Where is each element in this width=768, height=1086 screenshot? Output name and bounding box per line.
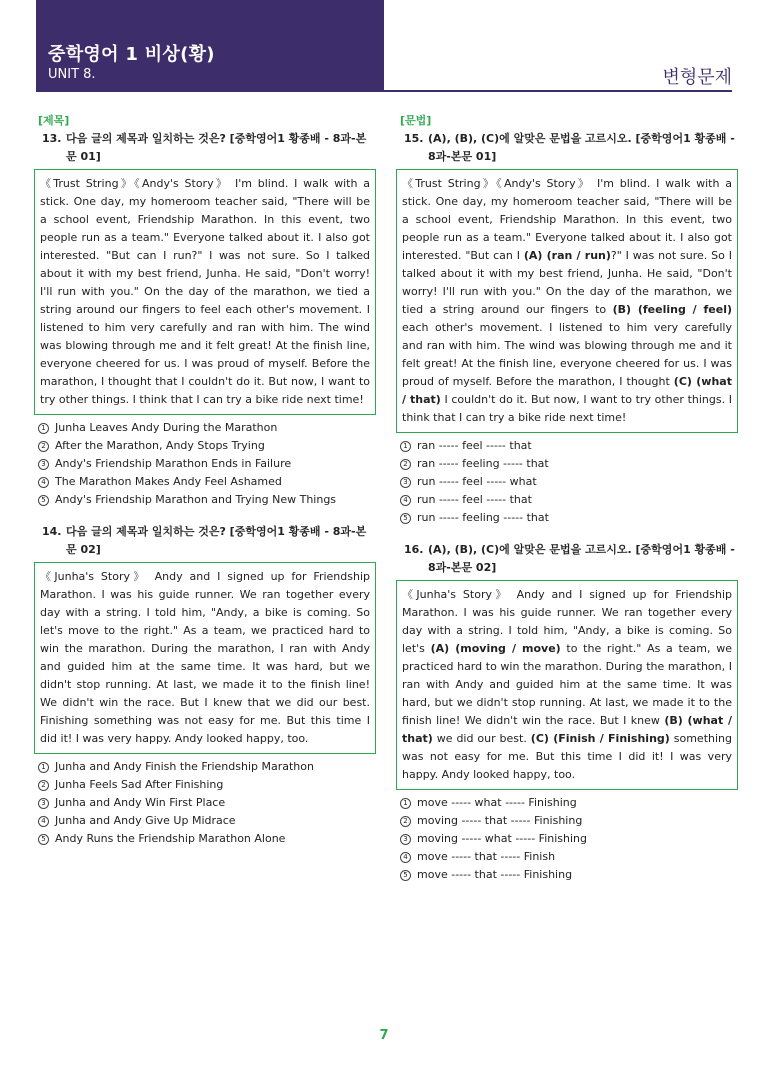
option-text: Junha and Andy Finish the Friendship Marathon <box>55 760 314 773</box>
answer-option[interactable] <box>38 776 376 794</box>
option-number-icon: 5 <box>400 870 411 881</box>
option-text: run ----- feeling ----- that <box>417 511 549 524</box>
option-text: Junha and Andy Give Up Midrace <box>55 814 236 827</box>
option-text: run ----- feel ----- what <box>417 475 537 488</box>
left-column <box>34 112 376 848</box>
option-number-icon: 4 <box>38 477 49 488</box>
option-text: ran ----- feeling ----- that <box>417 457 549 470</box>
option-number-icon: 2 <box>400 459 411 470</box>
answer-option[interactable] <box>38 419 376 437</box>
option-number-icon: 4 <box>38 816 49 827</box>
option-text: The Marathon Makes Andy Feel Ashamed <box>55 475 282 488</box>
question-prompt: 다음 글의 제목과 일치하는 것은? [중학영어1 황종배 - 8과-본문 02] <box>66 525 367 556</box>
option-number-icon: 3 <box>38 459 49 470</box>
question-number: 15. <box>404 132 424 145</box>
option-text: Andy's Friendship Marathon Ends in Failure <box>55 457 292 470</box>
passage-box: 《Junha's Story》 Andy and I signed up for Friendship Marathon. I was his guide runner. We ran together every day with a string. I told him, "Andy, a bike is coming. So let's move to the right." As a team, we practiced hard to win the marathon. During the marathon, I ran with Andy and guided him at the same time. It was hard, but we didn't stop running. At last, we made it to the finish line! We didn't win the race. But I knew that we did our best. Finishing something was not easy for me. But this time I did it! I was very happy. Andy looked happy, too. <box>34 562 376 754</box>
option-number-icon: 3 <box>400 477 411 488</box>
question-block <box>34 523 376 848</box>
option-number-icon: 4 <box>400 495 411 506</box>
blank-choice-b: (B) (what / that) <box>402 714 732 745</box>
answer-option[interactable] <box>400 491 738 509</box>
passage-box: 《Trust String》《Andy's Story》 I'm blind. I walk with a stick. One day, my homeroom teacher said, "There will be a school event, Friendship Marathon. In this event, two people run as a team." Everyone talked about it. I also got interested. "But can I run?" I was not sure. So I talked about it with my best friend, Junha. He said, "Don't worry! I'll run with you." On the day of the marathon, we tied a string around our fingers to feel each other's movement. I listened to him very carefully and ran with him. The wind was blowing through me and it felt great! At the finish line, everyone cheered for us. I was proud of myself. Before the marathon, I thought that I couldn't do it. But now, I want to try other things. I think that I can try a bike ride next time! <box>34 169 376 415</box>
answer-option[interactable] <box>400 455 738 473</box>
option-number-icon: 4 <box>400 852 411 863</box>
answer-option[interactable] <box>38 455 376 473</box>
answer-options <box>34 419 376 509</box>
header-divider <box>384 90 732 92</box>
answer-options <box>396 437 738 527</box>
question-number: 13. <box>42 132 62 145</box>
section-label: 변형문제 <box>662 67 732 88</box>
question-block <box>396 112 738 527</box>
option-number-icon: 5 <box>400 513 411 524</box>
answer-option[interactable] <box>38 491 376 509</box>
option-number-icon: 1 <box>400 798 411 809</box>
question-number: 14. <box>42 525 62 538</box>
answer-option[interactable] <box>38 473 376 491</box>
answer-option[interactable] <box>38 794 376 812</box>
blank-choice-c: (C) (Finish / Finishing) <box>530 732 670 745</box>
page-number: 7 <box>379 1028 389 1043</box>
question-prompt: (A), (B), (C)에 알맞은 문법을 고르시오. [중학영어1 황종배 - 8과-본문 02] <box>428 543 735 574</box>
option-text: moving ----- what ----- Finishing <box>417 832 587 845</box>
option-number-icon: 1 <box>400 441 411 452</box>
answer-option[interactable] <box>400 437 738 455</box>
header-banner <box>36 0 384 92</box>
option-text: run ----- feel ----- that <box>417 493 532 506</box>
question-category: [문법] <box>400 114 432 127</box>
option-text: After the Marathon, Andy Stops Trying <box>55 439 265 452</box>
option-number-icon: 5 <box>38 834 49 845</box>
option-text: move ----- that ----- Finishing <box>417 868 573 881</box>
right-column <box>396 112 738 884</box>
answer-option[interactable] <box>400 509 738 527</box>
option-text: Junha and Andy Win First Place <box>55 796 226 809</box>
question-text <box>400 541 738 576</box>
option-text: move ----- what ----- Finishing <box>417 796 577 809</box>
passage-box <box>396 169 738 433</box>
question-text <box>400 130 738 165</box>
option-number-icon: 2 <box>400 816 411 827</box>
answer-option[interactable] <box>400 866 738 884</box>
passage-text: 《Junha's Story》 Andy and I signed up for Friendship Marathon. I was his guide runner. We ran together every day with a string. I told him, "Andy, a bike is coming. So let's <box>402 588 732 655</box>
answer-option[interactable] <box>400 830 738 848</box>
question-prompt: (A), (B), (C)에 알맞은 문법을 고르시오. [중학영어1 황종배 - 8과-본문 01] <box>428 132 735 163</box>
passage-box <box>396 580 738 790</box>
option-text: move ----- that ----- Finish <box>417 850 556 863</box>
passage-text: to the right." As a team, we practiced hard to win the marathon. During the marathon, I ran with Andy and guided him at the same time. It was hard, but we didn't stop running. At last, we made it to the finish line! We didn't win the race. But I knew <box>402 642 732 727</box>
question-block <box>34 112 376 509</box>
passage-text: 《Trust String》《Andy's Story》 I'm blind. I walk with a stick. One day, my homeroom teacher said, "There will be a school event, Friendship Marathon. In this event, two people run as a team." Everyone talked about it. I also got interested. "But can I <box>402 177 732 262</box>
option-number-icon: 5 <box>38 495 49 506</box>
answer-option[interactable] <box>38 812 376 830</box>
book-title: 중학영어 1 비상(황) <box>48 44 215 65</box>
answer-option[interactable] <box>38 437 376 455</box>
passage-text: something was not easy for me. But this time I did it! I was very happy. Andy looked happy, too. <box>402 732 732 781</box>
option-number-icon: 3 <box>38 798 49 809</box>
passage-text: ?" I was not sure. So I talked about it with my best friend, Junha. He said, "Don't worry! I'll run with you." On the day of the marathon, we tied a string around our fingers to <box>402 249 732 316</box>
option-number-icon: 1 <box>38 423 49 434</box>
answer-options <box>396 794 738 884</box>
question-number: 16. <box>404 543 424 556</box>
answer-option[interactable] <box>38 758 376 776</box>
option-text: Junha Feels Sad After Finishing <box>55 778 224 791</box>
question-text <box>38 130 376 165</box>
option-text: Junha Leaves Andy During the Marathon <box>55 421 278 434</box>
passage-text: each other's movement. I listened to him very carefully and ran with him. The wind was blowing through me and it felt great! At the finish line, everyone cheered for us. I was proud of myself. Before the marathon, I thought <box>402 321 732 388</box>
answer-option[interactable] <box>400 848 738 866</box>
question-prompt: 다음 글의 제목과 일치하는 것은? [중학영어1 황종배 - 8과-본문 01] <box>66 132 367 163</box>
answer-option[interactable] <box>400 812 738 830</box>
answer-option[interactable] <box>38 830 376 848</box>
question-text <box>38 523 376 558</box>
option-text: Andy Runs the Friendship Marathon Alone <box>55 832 286 845</box>
passage-text: we did our best. <box>432 732 531 745</box>
question-category: [제목] <box>38 114 70 127</box>
blank-choice-a: (A) (moving / move) <box>430 642 561 655</box>
option-number-icon: 1 <box>38 762 49 773</box>
option-text: Andy's Friendship Marathon and Trying New Things <box>55 493 337 506</box>
answer-option[interactable] <box>400 794 738 812</box>
answer-options <box>34 758 376 848</box>
blank-choice-c: (C) (what / that) <box>402 375 732 406</box>
passage-text: I couldn't do it. But now, I want to try other things. I think that I can try a bike ride next time! <box>402 393 732 424</box>
option-number-icon: 2 <box>38 780 49 791</box>
option-number-icon: 2 <box>38 441 49 452</box>
blank-choice-a: (A) (ran / run) <box>523 249 611 262</box>
answer-option[interactable] <box>400 473 738 491</box>
unit-label: UNIT 8. <box>48 67 96 82</box>
option-text: moving ----- that ----- Finishing <box>417 814 583 827</box>
option-number-icon: 3 <box>400 834 411 845</box>
option-text: ran ----- feel ----- that <box>417 439 532 452</box>
question-block <box>396 541 738 884</box>
blank-choice-b: (B) (feeling / feel) <box>612 303 732 316</box>
